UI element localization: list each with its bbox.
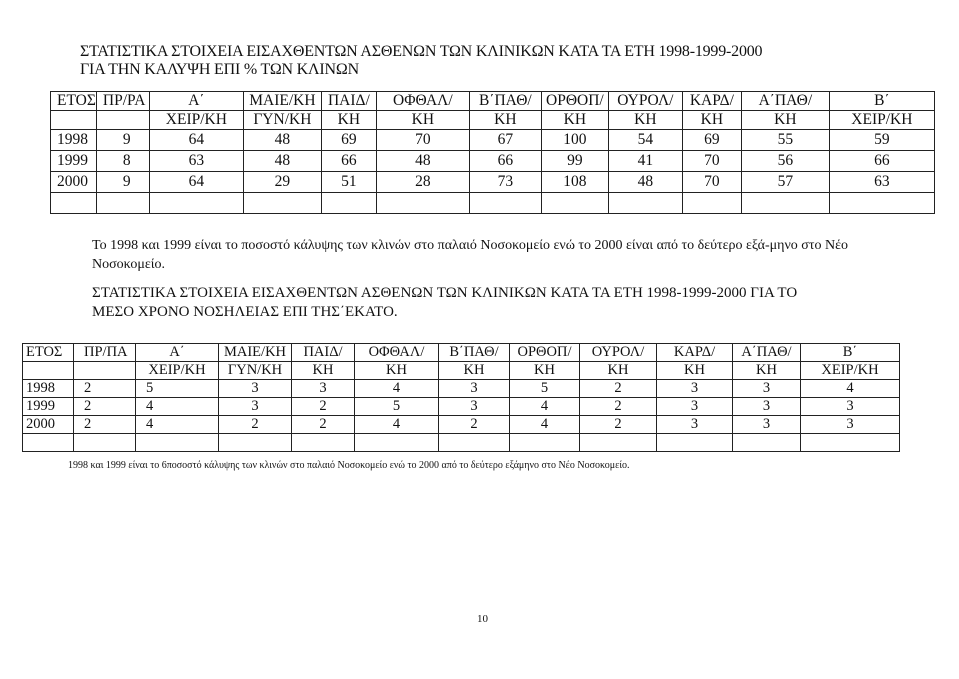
header-cell: ΠΑΙΔ/ (292, 344, 355, 362)
value-cell: 2 (74, 380, 136, 398)
title-1-line-2: ΓΙΑ ΤΗΝ ΚΑΛΥΨΗ ΕΠΙ % ΤΩΝ ΚΛΙΝΩΝ (80, 61, 359, 78)
header-cell: ΠΑΙΔ/ (321, 92, 376, 111)
value-cell: 3 (219, 380, 292, 398)
header-cell: ΟΥΡΟΛ/ (580, 344, 657, 362)
value-cell: 9 (96, 130, 149, 151)
value-cell: 70 (682, 151, 741, 172)
value-cell: 3 (801, 416, 900, 434)
value-cell: 51 (321, 172, 376, 193)
table-row (23, 380, 900, 398)
header-cell: ΕΤΟΣ (23, 344, 74, 362)
value-cell: 69 (682, 130, 741, 151)
value-cell: 3 (439, 398, 510, 416)
value-cell: 5 (136, 380, 219, 398)
value-cell: 54 (608, 130, 682, 151)
year-cell: 2000 (51, 172, 97, 193)
value-cell: 2 (74, 398, 136, 416)
header-cell: ΚΑΡΔ/ (657, 344, 733, 362)
value-cell: 55 (741, 130, 829, 151)
header-cell: Β΄ΠΑΘ/ (469, 92, 541, 111)
value-cell: 48 (243, 130, 321, 151)
header-cell: ΚΗ (376, 111, 469, 130)
value-cell: 3 (733, 416, 801, 434)
table-header-row (23, 362, 900, 380)
title-2-line-1: ΣΤΑΤΙΣΤΙΚΑ ΣΤΟΙΧΕΙΑ ΕΙΣΑΧΘΕΝΤΩΝ ΑΣΘΕΝΩΝ ΤΩΝ ΚΛΙΝΙΚΩΝ ΚΑΤΑ ΤΑ ΕΤΗ 1998-1999-2000 ΓΙΑ ΤΟ (92, 285, 798, 301)
header-cell: ΟΥΡΟΛ/ (608, 92, 682, 111)
value-cell: 3 (292, 380, 355, 398)
header-cell: ΚΗ (321, 111, 376, 130)
header-cell: ΚΗ (355, 362, 439, 380)
table-header-row (51, 111, 935, 130)
table-row (51, 130, 935, 151)
value-cell: 3 (657, 398, 733, 416)
value-cell: 28 (376, 172, 469, 193)
value-cell: 108 (541, 172, 608, 193)
value-cell: 5 (355, 398, 439, 416)
header-cell: ΠΡ/ΡΑ (96, 92, 149, 111)
value-cell: 5 (510, 380, 580, 398)
table-row (23, 416, 900, 434)
value-cell: 67 (469, 130, 541, 151)
value-cell: 66 (321, 151, 376, 172)
header-cell (96, 111, 149, 130)
value-cell: 66 (469, 151, 541, 172)
value-cell: 99 (541, 151, 608, 172)
value-cell: 2 (580, 398, 657, 416)
header-cell: ΓΥΝ/ΚΗ (243, 111, 321, 130)
title-2-line-2: ΜΕΣΟ ΧΡΟΝΟ ΝΟΣΗΛΕΙΑΣ ΕΠΙ ΤΗΣ΄ΕΚΑΤΟ. (92, 304, 398, 320)
value-cell: 3 (657, 380, 733, 398)
header-cell: ΧΕΙΡ/ΚΗ (149, 111, 243, 130)
header-cell: ΧΕΙΡ/ΚΗ (829, 111, 934, 130)
value-cell: 2 (439, 416, 510, 434)
value-cell: 64 (149, 130, 243, 151)
header-cell: ΚΗ (741, 111, 829, 130)
value-cell: 3 (439, 380, 510, 398)
year-cell: 1998 (51, 130, 97, 151)
value-cell: 4 (136, 416, 219, 434)
table-row (51, 172, 935, 193)
value-cell: 66 (829, 151, 934, 172)
value-cell: 9 (96, 172, 149, 193)
year-cell: 1999 (23, 398, 74, 416)
header-cell: ΚΗ (439, 362, 510, 380)
table-header-row (23, 344, 900, 362)
header-cell: ΠΡ/ΠΑ (74, 344, 136, 362)
value-cell: 2 (292, 398, 355, 416)
header-cell: ΚΗ (682, 111, 741, 130)
value-cell: 64 (149, 172, 243, 193)
stay-duration-table (22, 343, 900, 452)
header-cell: ΟΦΘΑΛ/ (376, 92, 469, 111)
header-cell: ΟΦΘΑΛ/ (355, 344, 439, 362)
value-cell: 63 (829, 172, 934, 193)
document-title-1 (80, 43, 762, 79)
document-title-2 (92, 284, 797, 322)
header-cell: ΟΡΘΟΠ/ (541, 92, 608, 111)
header-cell: Α΄ΠΑΘ/ (733, 344, 801, 362)
value-cell: 48 (243, 151, 321, 172)
title-1-line-1: ΣΤΑΤΙΣΤΙΚΑ ΣΤΟΙΧΕΙΑ ΕΙΣΑΧΘΕΝΤΩΝ ΑΣΘΕΝΩΝ ΤΩΝ ΚΛΙΝΙΚΩΝ ΚΑΤΑ ΤΑ ΕΤΗ 1998-1999-2000 (80, 43, 763, 60)
header-cell: Β΄ΠΑΘ/ (439, 344, 510, 362)
table-row (23, 398, 900, 416)
value-cell: 2 (74, 416, 136, 434)
header-cell: ΚΗ (608, 111, 682, 130)
value-cell: 3 (733, 380, 801, 398)
occupancy-table (50, 91, 935, 214)
value-cell: 70 (376, 130, 469, 151)
value-cell: 4 (510, 398, 580, 416)
value-cell: 4 (510, 416, 580, 434)
value-cell: 2 (580, 416, 657, 434)
header-cell: ΚΗ (541, 111, 608, 130)
header-cell: ΟΡΘΟΠ/ (510, 344, 580, 362)
value-cell: 3 (733, 398, 801, 416)
table-row (51, 151, 935, 172)
year-cell: 1998 (23, 380, 74, 398)
header-cell: ΚΗ (292, 362, 355, 380)
value-cell: 100 (541, 130, 608, 151)
value-cell: 3 (219, 398, 292, 416)
value-cell: 56 (741, 151, 829, 172)
header-cell: ΚΗ (580, 362, 657, 380)
header-cell (74, 362, 136, 380)
header-cell (51, 111, 97, 130)
value-cell: 2 (219, 416, 292, 434)
value-cell: 2 (580, 380, 657, 398)
header-cell: ΕΤΟΣ (51, 92, 97, 111)
header-cell: Β΄ (801, 344, 900, 362)
header-cell: ΚΗ (510, 362, 580, 380)
header-cell: ΚΗ (733, 362, 801, 380)
value-cell: 73 (469, 172, 541, 193)
occupancy-note-paragraph: Το 1998 και 1999 είναι το ποσοστό κάλυψης των κλινών στο παλαιό Νοσοκομείο ενώ το 2000 είναι από το δεύτερο εξά-μηνο στο Νέο Νοσοκομείο. (92, 238, 848, 272)
value-cell: 48 (376, 151, 469, 172)
value-cell: 3 (657, 416, 733, 434)
table-header-row (51, 92, 935, 111)
value-cell: 8 (96, 151, 149, 172)
table-empty-row (23, 434, 900, 452)
header-cell: Β΄ (829, 92, 934, 111)
value-cell: 4 (801, 380, 900, 398)
value-cell: 69 (321, 130, 376, 151)
value-cell: 48 (608, 172, 682, 193)
year-cell: 1999 (51, 151, 97, 172)
header-cell: ΧΕΙΡ/ΚΗ (136, 362, 219, 380)
header-cell: Α΄ (149, 92, 243, 111)
header-cell: Α΄ΠΑΘ/ (741, 92, 829, 111)
value-cell: 4 (355, 416, 439, 434)
header-cell (23, 362, 74, 380)
value-cell: 59 (829, 130, 934, 151)
value-cell: 63 (149, 151, 243, 172)
value-cell: 3 (801, 398, 900, 416)
value-cell: 57 (741, 172, 829, 193)
header-cell: ΚΗ (469, 111, 541, 130)
value-cell: 4 (355, 380, 439, 398)
header-cell: ΓΥΝ/ΚΗ (219, 362, 292, 380)
header-cell: ΧΕΙΡ/ΚΗ (801, 362, 900, 380)
header-cell: ΜΑΙΕ/ΚΗ (243, 92, 321, 111)
value-cell: 4 (136, 398, 219, 416)
header-cell: ΚΑΡΔ/ (682, 92, 741, 111)
value-cell: 2 (292, 416, 355, 434)
value-cell: 29 (243, 172, 321, 193)
value-cell: 70 (682, 172, 741, 193)
header-cell: ΚΗ (657, 362, 733, 380)
footnote: 1998 και 1999 είναι το 6ποσοστό κάλυψης των κλινών στο παλαιό Νοσοκομείο ενώ το 2000 από το δεύτερο εξάμηνο στο Νέο Νοσοκομείο. (68, 460, 630, 471)
table-empty-row (51, 193, 935, 214)
year-cell: 2000 (23, 416, 74, 434)
value-cell: 41 (608, 151, 682, 172)
header-cell: ΜΑΙΕ/ΚΗ (219, 344, 292, 362)
header-cell: Α΄ (136, 344, 219, 362)
page-number: 10 (477, 613, 488, 625)
